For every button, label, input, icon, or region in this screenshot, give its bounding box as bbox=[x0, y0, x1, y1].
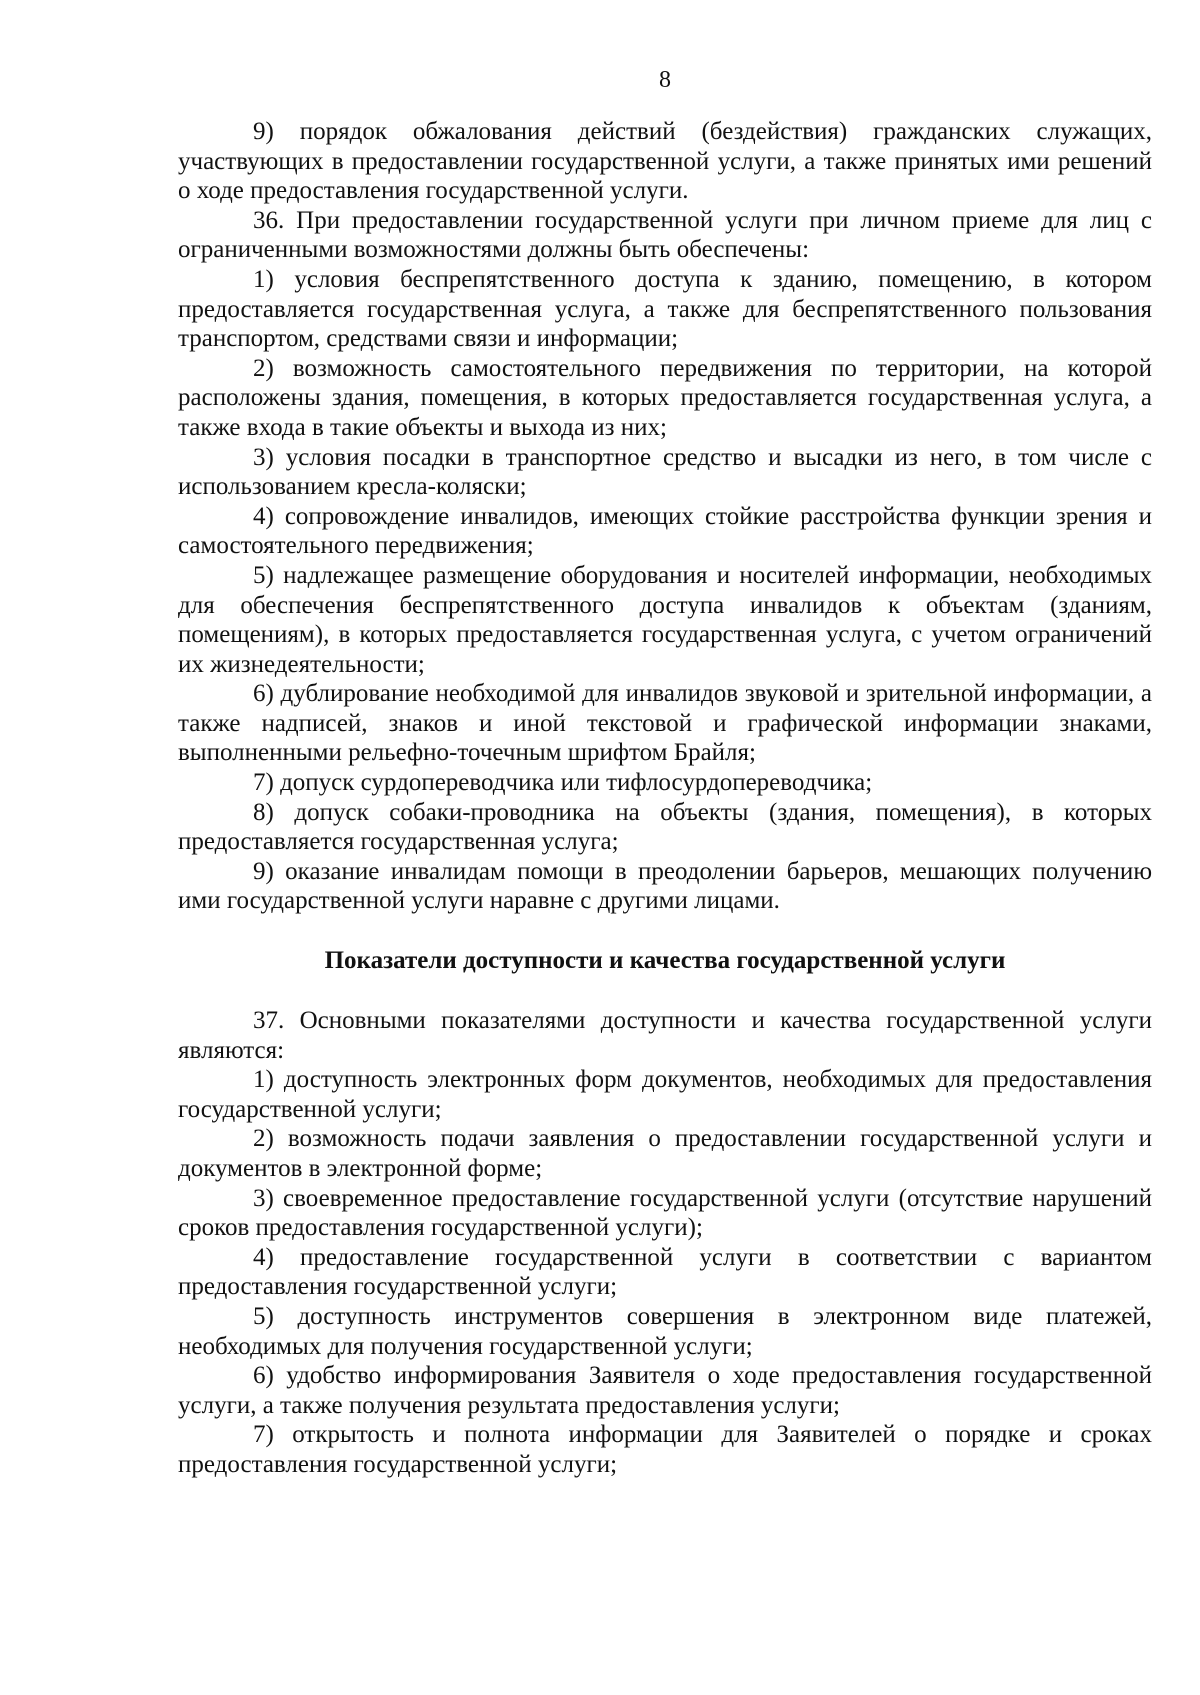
paragraph-36-item-3: 3) условия посадки в транспортное средство и высадки из него, в том числе с использованием кресла-коляски; bbox=[178, 443, 1152, 501]
paragraph-36-intro: 36. При предоставлении государственной услуги при личном приеме для лиц с ограниченными возможностями должны быть обеспечены: bbox=[178, 206, 1152, 264]
section-heading: Показатели доступности и качества государственной услуги bbox=[324, 947, 1006, 975]
paragraph-37-item-3: 3) своевременное предоставление государственной услуги (отсутствие нарушений сроков предоставления государственной услуги); bbox=[178, 1184, 1152, 1242]
paragraph-36-item-8: 8) допуск собаки-проводника на объекты (здания, помещения), в которых предоставляется государственная услуга; bbox=[178, 798, 1152, 856]
paragraph-36-item-9: 9) оказание инвалидам помощи в преодолении барьеров, мешающих получению ими государственной услуги наравне с другими лицами. bbox=[178, 857, 1152, 915]
paragraph-37-item-6: 6) удобство информирования Заявителя о ходе предоставления государственной услуги, а также получения результата предоставления услуги; bbox=[178, 1362, 1152, 1419]
paragraph-36-item-2: 2) возможность самостоятельного передвижения по территории, на которой расположены здания, помещения, в которых предоставляется государственная услуга, а также входа в такие объекты и выхода из них; bbox=[178, 354, 1152, 441]
paragraph-37-item-4: 4) предоставление государственной услуги в соответствии с вариантом предоставления государственной услуги; bbox=[178, 1243, 1152, 1301]
paragraph-36-item-1: 1) условия беспрепятственного доступа к зданию, помещению, в котором предоставляется государственная услуга, а также для беспрепятственного пользования транспортом, средствами связи и информации; bbox=[178, 265, 1152, 353]
paragraph-36-item-4: 4) сопровождение инвалидов, имеющих стойкие расстройства функции зрения и самостоятельного передвижения; bbox=[178, 502, 1152, 560]
paragraph-36-item-5: 5) надлежащее размещение оборудования и носителей информации, необходимых для обеспечения беспрепятственного доступа инвалидов к объектам (зданиям, помещениям), в которых предоставляется государственная услуга, с учетом ограничений их жизнедеятельности; bbox=[178, 561, 1152, 678]
paragraph-37-item-7: 7) открытость и полнота информации для Заявителей о порядке и сроках предоставления государственной услуги; bbox=[178, 1421, 1152, 1478]
paragraph-36-item-6: 6) дублирование необходимой для инвалидов звуковой и зрительной информации, а также надписей, знаков и иной текстовой и графической информации знаками, выполненными рельефно-точечным шрифтом Брайля; bbox=[178, 680, 1152, 767]
document-body bbox=[178, 117, 1152, 1480]
page-number: 8 bbox=[659, 67, 671, 93]
paragraph-36-item-7: 7) допуск сурдопереводчика или тифлосурдопереводчика; bbox=[253, 769, 873, 797]
paragraph-37-intro: 37. Основными показателями доступности и качества государственной услуги являются: bbox=[178, 1007, 1152, 1064]
paragraph-37-item-2: 2) возможность подачи заявления о предоставлении государственной услуги и документов в электронной форме; bbox=[178, 1125, 1152, 1182]
paragraph-37-item-1: 1) доступность электронных форм документов, необходимых для предоставления государственной услуги; bbox=[178, 1066, 1152, 1123]
paragraph-item-9-appeal: 9) порядок обжалования действий (бездействия) гражданских служащих, участвующих в предоставлении государственной услуги, а также принятых ими решений о ходе предоставления государственной услуги. bbox=[178, 118, 1152, 205]
paragraph-37-item-5: 5) доступность инструментов совершения в электронном виде платежей, необходимых для получения государственной услуги; bbox=[178, 1302, 1152, 1360]
